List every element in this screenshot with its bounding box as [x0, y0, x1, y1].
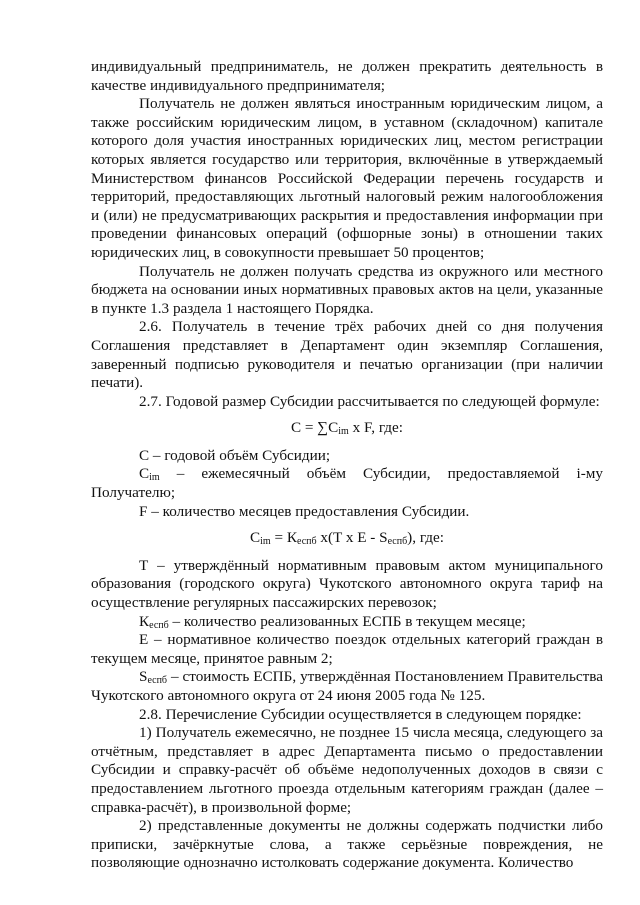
paragraph: Получатель не должен являться иностранным юридическим лицом, а также российским юридическим лицом, в уставном (складочном) капитале которого доля участия иностранных юридических лиц, местом регистрации которых является государство или территория, включённые в утверждаемый Министерством финансов Российской Федерации перечень государств и территорий, предоставляющих льготный налоговый режим налогообложения и (или) не предусматривающих раскрытия и предоставления информации при проведении финансовых операций (офшорные зоны) в отношении таких юридических лиц, в совокупности превышает 50 процентов; — [91, 95, 603, 261]
paragraph-text: – стоимость ЕСПБ, утверждённая Постановлением Правительства Чукотского автономного округа от 24 июня 2005 года № 125. — [91, 668, 603, 704]
paragraph: 2.6. Получатель в течение трёх рабочих дней со дня получения Соглашения представляет в Департамент один экземпляр Соглашения, заверенный подписью руководителя и печатью организации (при наличии печати). — [91, 318, 603, 392]
paragraph: Е – нормативное количество поездок отдельных категорий граждан в текущем месяце, принятое равным 2; — [91, 631, 603, 667]
paragraph: 2.7. Годовой размер Субсидии рассчитывается по следующей формуле: — [139, 392, 600, 410]
paragraph-text: – ежемесячный объём Субсидии, предоставляемой i-му Получателю; — [91, 465, 603, 502]
formula-subscript: еспб — [387, 536, 408, 548]
paragraph: $С_{im}$ – ежемесячный объём Субсидии, предоставляемой i-му Получателю; — [91, 465, 603, 502]
formula-text: x(T x E - S — [316, 529, 388, 547]
subscript: еспб — [149, 619, 169, 631]
paragraph: 2.8. Перечисление Субсидии осуществляется в следующем порядке: — [139, 705, 582, 723]
formula-monthly-subsidy — [91, 529, 603, 548]
formula-subscript: еспб — [297, 536, 317, 548]
paragraph: Получатель не должен получать средства из окружного или местного бюджета на основании иных нормативных правовых актов на цели, указанные в пункте 1.3 раздела 1 настоящего Порядка. — [91, 262, 603, 317]
paragraph: индивидуальный предприниматель, не должен прекратить деятельность в качестве индивидуального предпринимателя; — [91, 58, 603, 94]
formula-text: ), где: — [407, 529, 444, 547]
paragraph: Т – утверждённый нормативным правовым актом муниципального образования (городского округа) Чукотского автономного округа тариф на осуществление регулярных пассажирских перевозок; — [91, 556, 603, 612]
subscript: im — [149, 472, 160, 484]
paragraph: F – количество месяцев предоставления Субсидии. — [139, 502, 470, 520]
document-page — [91, 58, 603, 873]
formula-subscript: im — [338, 426, 349, 438]
formula-text: x F, где: — [348, 419, 403, 437]
paragraph: $S_{еспб}$ – стоимость ЕСПБ, утверждённая Постановлением Правительства Чукотского автономного округа от 24 июня 2005 года № 125. — [91, 668, 603, 704]
paragraph: 1) Получатель ежемесячно, не позднее 15 числа месяца, следующего за отчётным, представляет в адрес Департамента письмо о предоставлении Субсидии и справку-расчёт об объёме недополученных доходов в связи с предоставлением льготного проезда отдельным категориям граждан (далее – справка-расчёт), в произвольной форме; — [91, 724, 603, 816]
paragraph: 2) представленные документы не должны содержать подчистки либо приписки, зачёркнутые слова, а также серьёзные повреждения, не позволяющие однозначно истолковать содержание документа. Количество — [91, 817, 603, 872]
paragraph: $К_{еспб}$ – количество реализованных ЕСПБ в текущем месяце; — [139, 612, 526, 631]
paragraph-text: – количество реализованных ЕСПБ в текущем месяце; — [168, 612, 526, 630]
subscript: еспб — [147, 675, 168, 687]
formula-text: С — [250, 529, 261, 547]
formula-annual-subsidy — [91, 419, 603, 438]
formula-subscript: im — [260, 536, 271, 548]
formula-text: = К — [270, 529, 297, 547]
formula-text: С = ∑С — [291, 419, 339, 437]
paragraph: С – годовой объём Субсидии; — [139, 446, 331, 464]
